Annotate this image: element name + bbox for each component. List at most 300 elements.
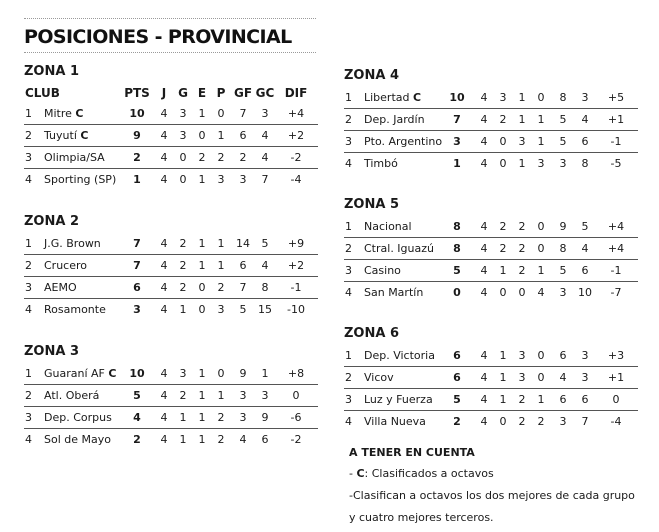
cell-gf: 6 [239, 129, 247, 142]
note-line-1: - C: Clasificados a octavos [349, 467, 494, 480]
standings-row [24, 234, 318, 255]
club-name [364, 157, 398, 171]
cell-gf: 6 [559, 393, 567, 406]
club-name-text: AEMO [44, 281, 77, 294]
cell-j: 4 [480, 157, 488, 170]
cell-gf: 3 [239, 389, 247, 402]
cell-g: 2 [179, 281, 187, 294]
page-title: POSICIONES - PROVINCIAL [24, 26, 292, 48]
zone-4 [344, 68, 638, 198]
cell-j: 4 [160, 281, 168, 294]
cell-gc: 7 [261, 173, 269, 186]
cell-g: 3 [179, 367, 187, 380]
cell-e: 3 [518, 135, 526, 148]
cell-pts: 10 [129, 367, 145, 380]
club-name-text: Dep. Corpus [44, 411, 112, 424]
qualified-mark: C [75, 107, 84, 120]
cell-dif: +8 [287, 367, 305, 380]
row-position: 2 [25, 259, 32, 272]
cell-pts: 4 [133, 411, 141, 424]
cell-p: 3 [217, 173, 225, 186]
cell-g: 1 [179, 411, 187, 424]
standings-row [24, 300, 318, 320]
cell-j: 4 [480, 242, 488, 255]
cell-p: 0 [537, 91, 545, 104]
club-name-text: Ctral. Iguazú [364, 242, 434, 255]
cell-p: 1 [537, 113, 545, 126]
cell-gf: 8 [559, 242, 567, 255]
club-name [364, 220, 412, 234]
cell-e: 2 [518, 415, 526, 428]
cell-gf: 3 [239, 173, 247, 186]
cell-pts: 0 [453, 286, 461, 299]
cell-gf: 3 [559, 286, 567, 299]
cell-gf: 5 [239, 303, 247, 316]
cell-pts: 7 [133, 259, 141, 272]
row-position: 2 [345, 113, 352, 126]
cell-pts: 8 [453, 220, 461, 233]
zone-title: ZONA 4 [344, 68, 399, 83]
standings-row [344, 110, 638, 131]
cell-dif: -7 [610, 286, 622, 299]
cell-g: 1 [499, 393, 507, 406]
cell-pts: 2 [133, 151, 141, 164]
cell-dif: +2 [287, 129, 305, 142]
cell-pts: 5 [133, 389, 141, 402]
cell-dif: -10 [287, 303, 305, 316]
cell-dif: +4 [287, 107, 305, 120]
club-name-text: Sol de Mayo [44, 433, 111, 446]
club-name [44, 367, 116, 381]
cell-gc: 9 [261, 411, 269, 424]
cell-dif: -2 [290, 151, 302, 164]
club-name-text: Libertad [364, 91, 410, 104]
cell-p: 1 [217, 129, 225, 142]
cell-pts: 8 [453, 242, 461, 255]
cell-pts: 2 [453, 415, 461, 428]
cell-e: 1 [198, 107, 206, 120]
cell-e: 0 [518, 286, 526, 299]
standings-row [24, 278, 318, 299]
club-name [364, 415, 426, 429]
club-name-text: Guaraní AF [44, 367, 105, 380]
club-name [364, 393, 433, 407]
cell-p: 1 [217, 389, 225, 402]
row-position: 3 [345, 393, 352, 406]
cell-pts: 3 [453, 135, 461, 148]
column-header-e: E [197, 86, 207, 100]
cell-dif: -5 [610, 157, 622, 170]
cell-gf: 2 [239, 151, 247, 164]
standings-row [344, 261, 638, 282]
cell-e: 2 [518, 242, 526, 255]
column-header-pts: PTS [124, 86, 150, 100]
cell-g: 3 [499, 91, 507, 104]
qualified-mark: C [80, 129, 89, 142]
cell-pts: 7 [133, 237, 141, 250]
row-position: 2 [25, 389, 32, 402]
cell-p: 3 [217, 303, 225, 316]
row-position: 1 [25, 107, 32, 120]
cell-j: 4 [160, 107, 168, 120]
cell-g: 2 [179, 259, 187, 272]
row-position: 4 [25, 173, 32, 186]
cell-gc: 4 [581, 242, 589, 255]
cell-p: 1 [537, 135, 545, 148]
club-name [364, 135, 442, 149]
cell-p: 1 [537, 264, 545, 277]
cell-e: 0 [198, 303, 206, 316]
cell-pts: 6 [453, 349, 461, 362]
cell-gc: 6 [581, 264, 589, 277]
cell-g: 0 [499, 135, 507, 148]
column-header-j: J [161, 86, 167, 100]
title-rule [24, 52, 316, 53]
cell-pts: 7 [453, 113, 461, 126]
cell-gf: 7 [239, 107, 247, 120]
cell-gf: 6 [559, 349, 567, 362]
cell-pts: 2 [133, 433, 141, 446]
cell-j: 4 [160, 237, 168, 250]
cell-j: 4 [160, 259, 168, 272]
cell-j: 4 [480, 393, 488, 406]
club-name-text: Vicov [364, 371, 394, 384]
row-position: 1 [25, 237, 32, 250]
cell-gc: 5 [581, 220, 589, 233]
cell-gc: 5 [261, 237, 269, 250]
club-name [44, 389, 99, 403]
cell-gf: 14 [236, 237, 250, 250]
cell-p: 4 [537, 286, 545, 299]
cell-p: 1 [217, 237, 225, 250]
cell-dif: -2 [290, 433, 302, 446]
cell-pts: 6 [453, 371, 461, 384]
club-name [44, 129, 88, 143]
club-name-text: Dep. Jardín [364, 113, 425, 126]
cell-e: 1 [198, 173, 206, 186]
cell-dif: +9 [287, 237, 305, 250]
cell-pts: 10 [449, 91, 465, 104]
cell-p: 2 [537, 415, 545, 428]
cell-j: 4 [480, 371, 488, 384]
cell-g: 2 [499, 242, 507, 255]
standings-row [24, 126, 318, 147]
club-name [364, 371, 394, 385]
cell-p: 0 [537, 220, 545, 233]
club-name [44, 151, 105, 165]
cell-gf: 5 [559, 113, 567, 126]
cell-j: 4 [160, 129, 168, 142]
cell-gc: 3 [581, 91, 589, 104]
club-name [364, 113, 425, 127]
zone-1 [24, 64, 318, 194]
standings-row [24, 408, 318, 429]
cell-e: 1 [518, 113, 526, 126]
cell-j: 4 [480, 349, 488, 362]
cell-gf: 3 [559, 157, 567, 170]
cell-gf: 4 [559, 371, 567, 384]
cell-e: 2 [518, 393, 526, 406]
notes-title: A TENER EN CUENTA [349, 446, 475, 459]
cell-p: 1 [217, 259, 225, 272]
cell-dif: -1 [610, 264, 622, 277]
cell-gc: 1 [261, 367, 269, 380]
cell-gf: 9 [559, 220, 567, 233]
zone-title: ZONA 6 [344, 326, 399, 341]
cell-j: 4 [160, 367, 168, 380]
club-name-text: Rosamonte [44, 303, 106, 316]
cell-p: 0 [537, 371, 545, 384]
cell-p: 0 [217, 107, 225, 120]
cell-gc: 3 [261, 107, 269, 120]
club-name-text: Crucero [44, 259, 88, 272]
cell-gf: 3 [559, 415, 567, 428]
row-position: 1 [345, 220, 352, 233]
cell-p: 0 [537, 242, 545, 255]
cell-p: 2 [217, 151, 225, 164]
cell-gf: 8 [559, 91, 567, 104]
club-name-text: Timbó [364, 157, 398, 170]
cell-pts: 5 [453, 393, 461, 406]
cell-g: 2 [179, 237, 187, 250]
cell-g: 1 [179, 303, 187, 316]
standings-row [344, 132, 638, 153]
cell-gc: 8 [581, 157, 589, 170]
standings-row [24, 430, 318, 450]
club-name-text: Tuyutí [44, 129, 77, 142]
club-name [44, 173, 116, 187]
club-name-text: Casino [364, 264, 401, 277]
standings-row [24, 386, 318, 407]
zone-6 [344, 326, 638, 456]
cell-g: 3 [179, 129, 187, 142]
cell-gc: 6 [581, 135, 589, 148]
cell-j: 4 [480, 220, 488, 233]
standings-row [24, 104, 318, 125]
cell-g: 1 [499, 349, 507, 362]
cell-j: 4 [480, 286, 488, 299]
row-position: 1 [25, 367, 32, 380]
cell-j: 4 [160, 411, 168, 424]
zone-2 [24, 214, 318, 344]
standings-row [344, 217, 638, 238]
cell-dif: 0 [612, 393, 620, 406]
cell-e: 0 [198, 281, 206, 294]
cell-g: 1 [499, 371, 507, 384]
cell-e: 1 [518, 91, 526, 104]
column-header-p: P [216, 86, 226, 100]
cell-g: 0 [499, 415, 507, 428]
row-position: 2 [25, 129, 32, 142]
cell-g: 2 [499, 113, 507, 126]
club-name [44, 281, 77, 295]
standings-row [344, 346, 638, 367]
row-position: 4 [345, 157, 352, 170]
cell-e: 1 [198, 259, 206, 272]
cell-pts: 1 [133, 173, 141, 186]
standings-row [24, 364, 318, 385]
cell-e: 2 [518, 220, 526, 233]
cell-gc: 4 [261, 259, 269, 272]
cell-j: 4 [160, 389, 168, 402]
cell-e: 3 [518, 349, 526, 362]
cell-gc: 7 [581, 415, 589, 428]
cell-e: 3 [518, 371, 526, 384]
standings-row [24, 256, 318, 277]
club-name-text: Sporting (SP) [44, 173, 117, 186]
row-position: 3 [345, 135, 352, 148]
cell-dif: +5 [607, 91, 625, 104]
cell-gc: 4 [261, 129, 269, 142]
row-position: 4 [345, 286, 352, 299]
cell-g: 2 [499, 220, 507, 233]
cell-p: 1 [537, 393, 545, 406]
cell-gc: 6 [261, 433, 269, 446]
club-name [364, 242, 434, 256]
standings-row [344, 239, 638, 260]
cell-gf: 7 [239, 281, 247, 294]
cell-gf: 5 [559, 135, 567, 148]
cell-p: 2 [217, 411, 225, 424]
cell-gf: 6 [239, 259, 247, 272]
cell-dif: -4 [290, 173, 302, 186]
row-position: 4 [345, 415, 352, 428]
standings-row [344, 412, 638, 432]
cell-gc: 15 [258, 303, 272, 316]
cell-j: 4 [160, 173, 168, 186]
cell-dif: -4 [610, 415, 622, 428]
row-position: 2 [345, 371, 352, 384]
cell-p: 0 [217, 367, 225, 380]
column-header-gc: GC [255, 86, 275, 100]
club-name [44, 303, 106, 317]
column-header-dif: DIF [284, 86, 308, 100]
standings-row [344, 154, 638, 174]
qualified-mark: C [108, 367, 117, 380]
cell-e: 1 [198, 367, 206, 380]
cell-g: 3 [179, 107, 187, 120]
standings-row [24, 148, 318, 169]
cell-dif: +1 [607, 113, 625, 126]
column-header-club: CLUB [25, 86, 60, 100]
cell-dif: +1 [607, 371, 625, 384]
club-name-text: J.G. Brown [44, 237, 101, 250]
zone-title: ZONA 5 [344, 197, 399, 212]
cell-gc: 3 [261, 389, 269, 402]
qualified-mark: C [413, 91, 422, 104]
club-name-text: Villa Nueva [364, 415, 426, 428]
row-position: 3 [345, 264, 352, 277]
cell-j: 4 [160, 433, 168, 446]
cell-gc: 4 [261, 151, 269, 164]
cell-dif: -6 [290, 411, 302, 424]
club-name [44, 411, 112, 425]
cell-p: 2 [217, 433, 225, 446]
cell-gc: 4 [581, 113, 589, 126]
cell-gc: 6 [581, 393, 589, 406]
note-line-2: -Clasifican a octavos los dos mejores de cada grupo [349, 489, 635, 502]
column-header-g: G [178, 86, 188, 100]
cell-gc: 10 [578, 286, 592, 299]
cell-e: 1 [198, 237, 206, 250]
cell-j: 4 [480, 415, 488, 428]
club-name [364, 264, 401, 278]
standings-row [24, 170, 318, 190]
cell-j: 4 [480, 91, 488, 104]
cell-gc: 3 [581, 371, 589, 384]
cell-dif: +4 [607, 242, 625, 255]
cell-gf: 9 [239, 367, 247, 380]
row-position: 4 [25, 433, 32, 446]
cell-p: 0 [537, 349, 545, 362]
cell-g: 0 [179, 173, 187, 186]
zone-5 [344, 197, 638, 327]
club-name [364, 91, 421, 105]
cell-gc: 3 [581, 349, 589, 362]
club-name [44, 259, 87, 273]
cell-e: 1 [198, 389, 206, 402]
cell-p: 2 [217, 281, 225, 294]
top-rule [24, 18, 316, 19]
cell-gc: 8 [261, 281, 269, 294]
cell-pts: 6 [133, 281, 141, 294]
club-name-text: Mitre [44, 107, 72, 120]
cell-dif: -1 [290, 281, 302, 294]
cell-dif: +4 [607, 220, 625, 233]
club-name-text: San Martín [364, 286, 424, 299]
cell-pts: 3 [133, 303, 141, 316]
zone-title: ZONA 3 [24, 344, 79, 359]
standings-row [344, 390, 638, 411]
cell-e: 2 [198, 151, 206, 164]
club-name-text: Pto. Argentino [364, 135, 443, 148]
cell-g: 1 [499, 264, 507, 277]
note-c-label: C [356, 467, 365, 480]
row-position: 3 [25, 411, 32, 424]
club-name [44, 237, 101, 251]
cell-g: 2 [179, 389, 187, 402]
cell-pts: 9 [133, 129, 141, 142]
club-name-text: Dep. Victoria [364, 349, 435, 362]
row-position: 4 [25, 303, 32, 316]
cell-j: 4 [480, 113, 488, 126]
club-name [44, 433, 111, 447]
cell-gf: 5 [559, 264, 567, 277]
cell-dif: +2 [287, 259, 305, 272]
note-c-text: : Clasificados a octavos [364, 467, 494, 480]
row-position: 3 [25, 151, 32, 164]
cell-p: 3 [537, 157, 545, 170]
cell-e: 2 [518, 264, 526, 277]
club-name-text: Luz y Fuerza [364, 393, 433, 406]
cell-g: 0 [499, 286, 507, 299]
cell-j: 4 [160, 303, 168, 316]
cell-e: 1 [518, 157, 526, 170]
cell-g: 0 [499, 157, 507, 170]
row-position: 3 [25, 281, 32, 294]
zone-title: ZONA 1 [24, 64, 79, 79]
cell-pts: 10 [129, 107, 145, 120]
cell-e: 0 [198, 129, 206, 142]
cell-pts: 1 [453, 157, 461, 170]
cell-pts: 5 [453, 264, 461, 277]
club-name-text: Atl. Oberá [44, 389, 100, 402]
cell-gf: 4 [239, 433, 247, 446]
zone-title: ZONA 2 [24, 214, 79, 229]
cell-g: 0 [179, 151, 187, 164]
row-position: 1 [345, 349, 352, 362]
club-name [364, 349, 435, 363]
